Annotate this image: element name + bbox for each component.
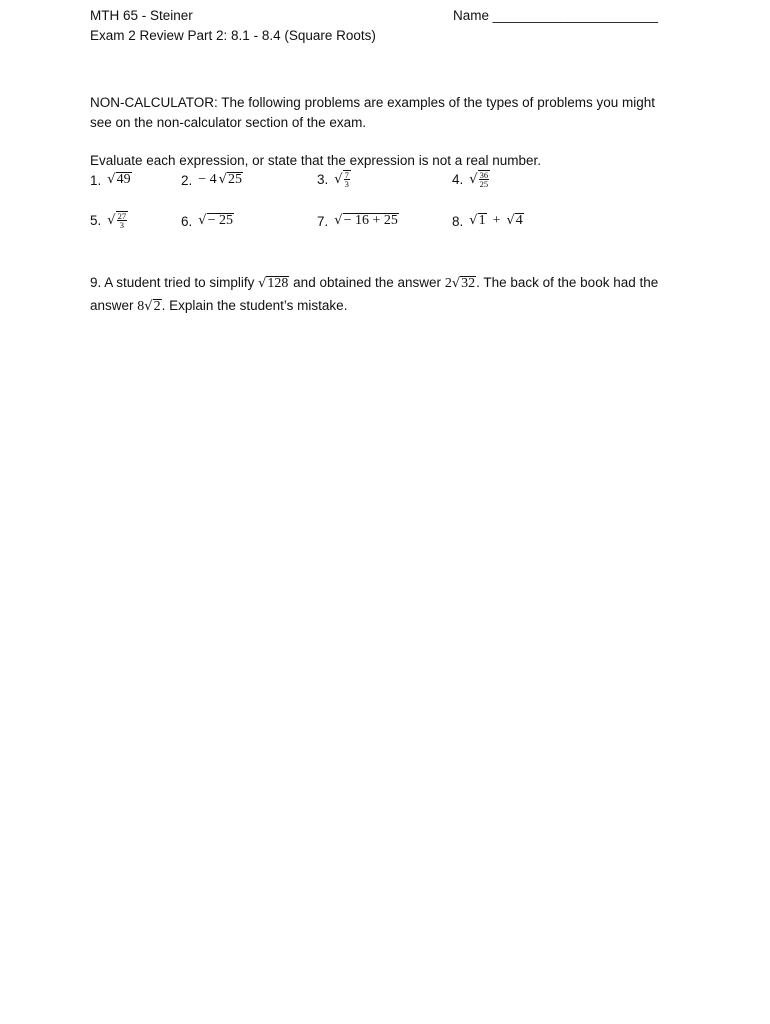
problem-number: 5. — [90, 212, 102, 228]
radical: √ $\frac{7}{3}$ — [334, 170, 349, 189]
numerator: 27 — [117, 211, 127, 221]
problem-9-line-2 — [90, 295, 658, 318]
intro-paragraph — [90, 93, 700, 133]
problem-number: 2. — [181, 172, 193, 188]
radicand: 4 — [515, 213, 523, 228]
radicand: − 16 + 25 — [343, 213, 398, 228]
denominator: 3 — [344, 179, 349, 189]
text: . Explain the student’s mistake. — [161, 298, 348, 313]
radical: √− 16 + 25 — [334, 213, 398, 228]
radical: √25 — [218, 172, 242, 187]
problem-number: 6. — [181, 213, 193, 229]
problem-number: 3. — [317, 171, 329, 187]
operator: + — [492, 213, 501, 228]
denominator: 3 — [119, 220, 124, 230]
radical: √ $\frac{27}{3}$ — [107, 211, 127, 230]
problem-7 — [317, 213, 399, 229]
coefficient: 8 — [137, 299, 145, 314]
name-label: Name — [453, 8, 490, 23]
radical: √2 — [144, 299, 161, 314]
radicand: 1 — [478, 213, 486, 228]
radicand: 49 — [116, 172, 131, 187]
numerator: 36 — [479, 170, 489, 180]
problem-8 — [452, 213, 524, 229]
problem-number: 7. — [317, 213, 329, 229]
radicand: 25 — [227, 172, 242, 187]
problem-6 — [181, 213, 234, 229]
problem-number: 4. — [452, 171, 464, 187]
problem-9-line-1 — [90, 272, 658, 295]
radicand: 32 — [461, 276, 476, 291]
radical: √4 — [506, 213, 523, 228]
radicand: 2 — [153, 299, 161, 314]
radical: √32 — [451, 276, 476, 291]
radical: √ $\frac{36}{25}$ — [469, 170, 489, 189]
instructions: Evaluate each expression, or state that the expression is not a real number. — [90, 153, 542, 168]
radical: √− 25 — [198, 213, 233, 228]
numerator: 7 — [344, 170, 349, 180]
denominator: 25 — [479, 179, 489, 189]
text: answer — [90, 298, 134, 313]
problem-1 — [90, 172, 132, 188]
radical: √1 — [469, 213, 486, 228]
text: . The back of the book had the — [476, 275, 659, 290]
intro-line-1: NON-CALCULATOR: The following problems are examples of the types of problems you might — [90, 95, 655, 110]
radical: √49 — [107, 172, 131, 187]
name-field — [453, 8, 658, 23]
page-title: Exam 2 Review Part 2: 8.1 - 8.4 (Square Roots) — [90, 28, 376, 43]
problem-number: 8. — [452, 213, 464, 229]
problem-number: 1. — [90, 172, 102, 188]
radicand: 128 — [267, 276, 289, 291]
intro-line-2: see on the non-calculator section of the exam. — [90, 115, 367, 130]
problem-4 — [452, 170, 490, 188]
coefficient: − 4 — [198, 172, 217, 187]
coefficient: 2 — [444, 276, 452, 291]
problem-2 — [181, 172, 243, 188]
problem-3 — [317, 170, 351, 188]
radical: √128 — [258, 276, 289, 291]
radicand: − 25 — [207, 213, 233, 228]
problem-5 — [90, 211, 128, 229]
text: 9. A student tried to simplify — [90, 275, 255, 290]
name-blank: ______________________ — [492, 8, 658, 23]
problem-9 — [90, 272, 658, 318]
text: and obtained the answer — [293, 275, 442, 290]
course-label: MTH 65 - Steiner — [90, 8, 193, 23]
